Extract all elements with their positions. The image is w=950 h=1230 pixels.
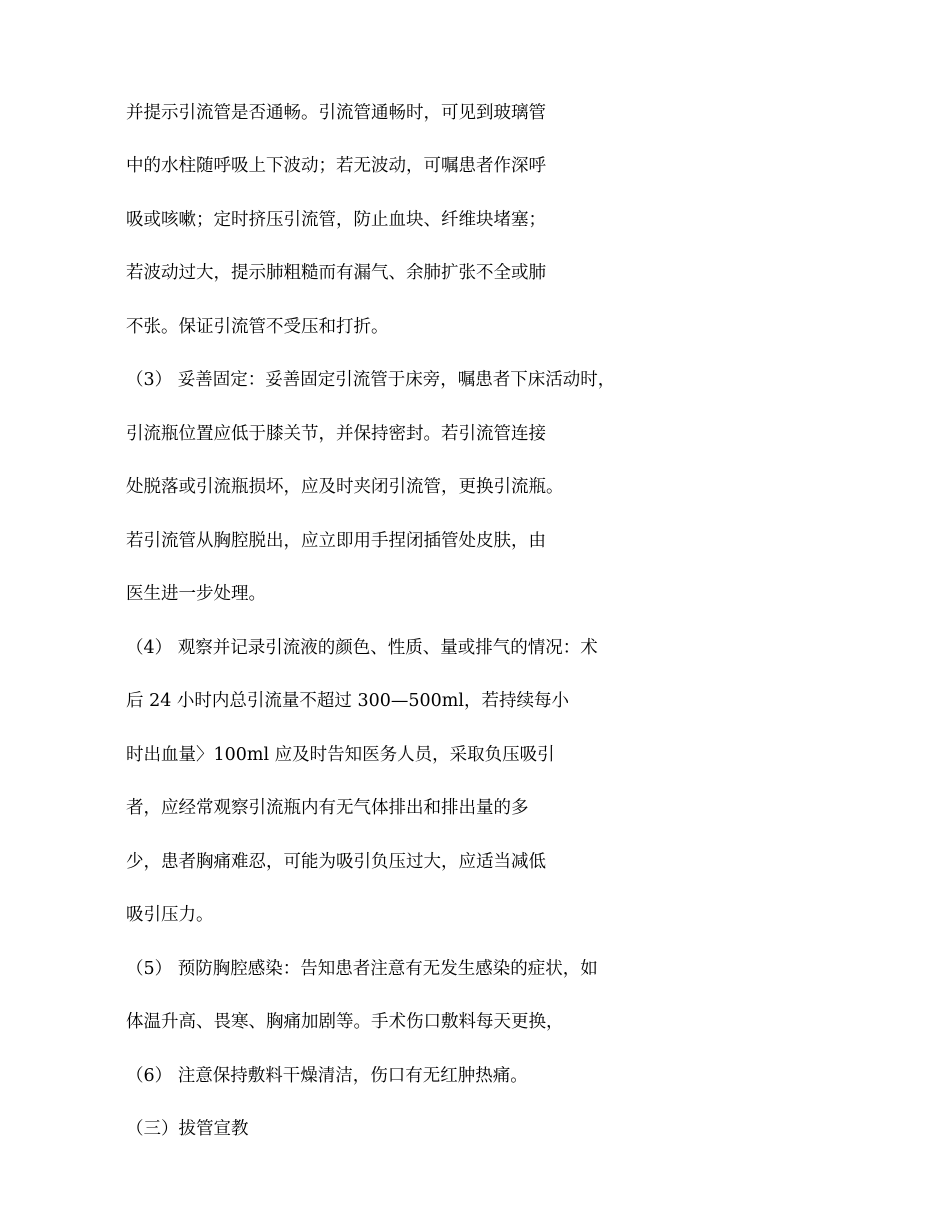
text-line: 者，应经常观察引流瓶内有无气体排出和排出量的多 bbox=[126, 798, 529, 818]
text-line: 若波动过大，提示肺粗糙而有漏气、余肺扩张不全或肺 bbox=[126, 263, 546, 283]
text-line: 若引流管从胸腔脱出，应立即用手捏闭插管处皮肤，由 bbox=[126, 531, 546, 551]
list-item-heading: （5） 预防胸腔感染：告知患者注意有无发生感染的症状，如 bbox=[126, 959, 598, 979]
list-item-heading: （4） 观察并记录引流液的颜色、性质、量或排气的情况：术 bbox=[126, 638, 598, 658]
text-line: 后 24 小时内总引流量不超过 300—500ml，若持续每小 bbox=[126, 691, 569, 711]
text-line: 不张。保证引流管不受压和打折。 bbox=[126, 317, 389, 337]
text-line: 体温升高、畏寒、胸痛加剧等。手术伤口敷料每天更换， bbox=[126, 1012, 564, 1032]
text-line: 吸或咳嗽；定时挤压引流管，防止血块、纤维块堵塞； bbox=[126, 210, 546, 230]
section-heading: （三）拔管宣教 bbox=[126, 1119, 249, 1139]
text-line: 引流瓶位置应低于膝关节，并保持密封。若引流管连接 bbox=[126, 424, 546, 444]
text-line: 中的水柱随呼吸上下波动；若无波动，可嘱患者作深呼 bbox=[126, 156, 546, 176]
text-line: 时出血量〉100ml 应及时告知医务人员，采取负压吸引 bbox=[126, 745, 555, 765]
text-line: 医生进一步处理。 bbox=[126, 584, 266, 604]
text-line: 吸引压力。 bbox=[126, 905, 214, 925]
list-item-heading: （6） 注意保持敷料干燥清洁，伤口有无红肿热痛。 bbox=[126, 1066, 528, 1086]
text-line: 处脱落或引流瓶损坏，应及时夹闭引流管，更换引流瓶。 bbox=[126, 477, 564, 497]
text-line: 并提示引流管是否通畅。引流管通畅时，可见到玻璃管 bbox=[126, 103, 546, 123]
text-line: 少，患者胸痛难忍，可能为吸引负压过大，应适当减低 bbox=[126, 852, 546, 872]
list-item-heading: （3） 妥善固定：妥善固定引流管于床旁，嘱患者下床活动时， bbox=[126, 370, 616, 390]
